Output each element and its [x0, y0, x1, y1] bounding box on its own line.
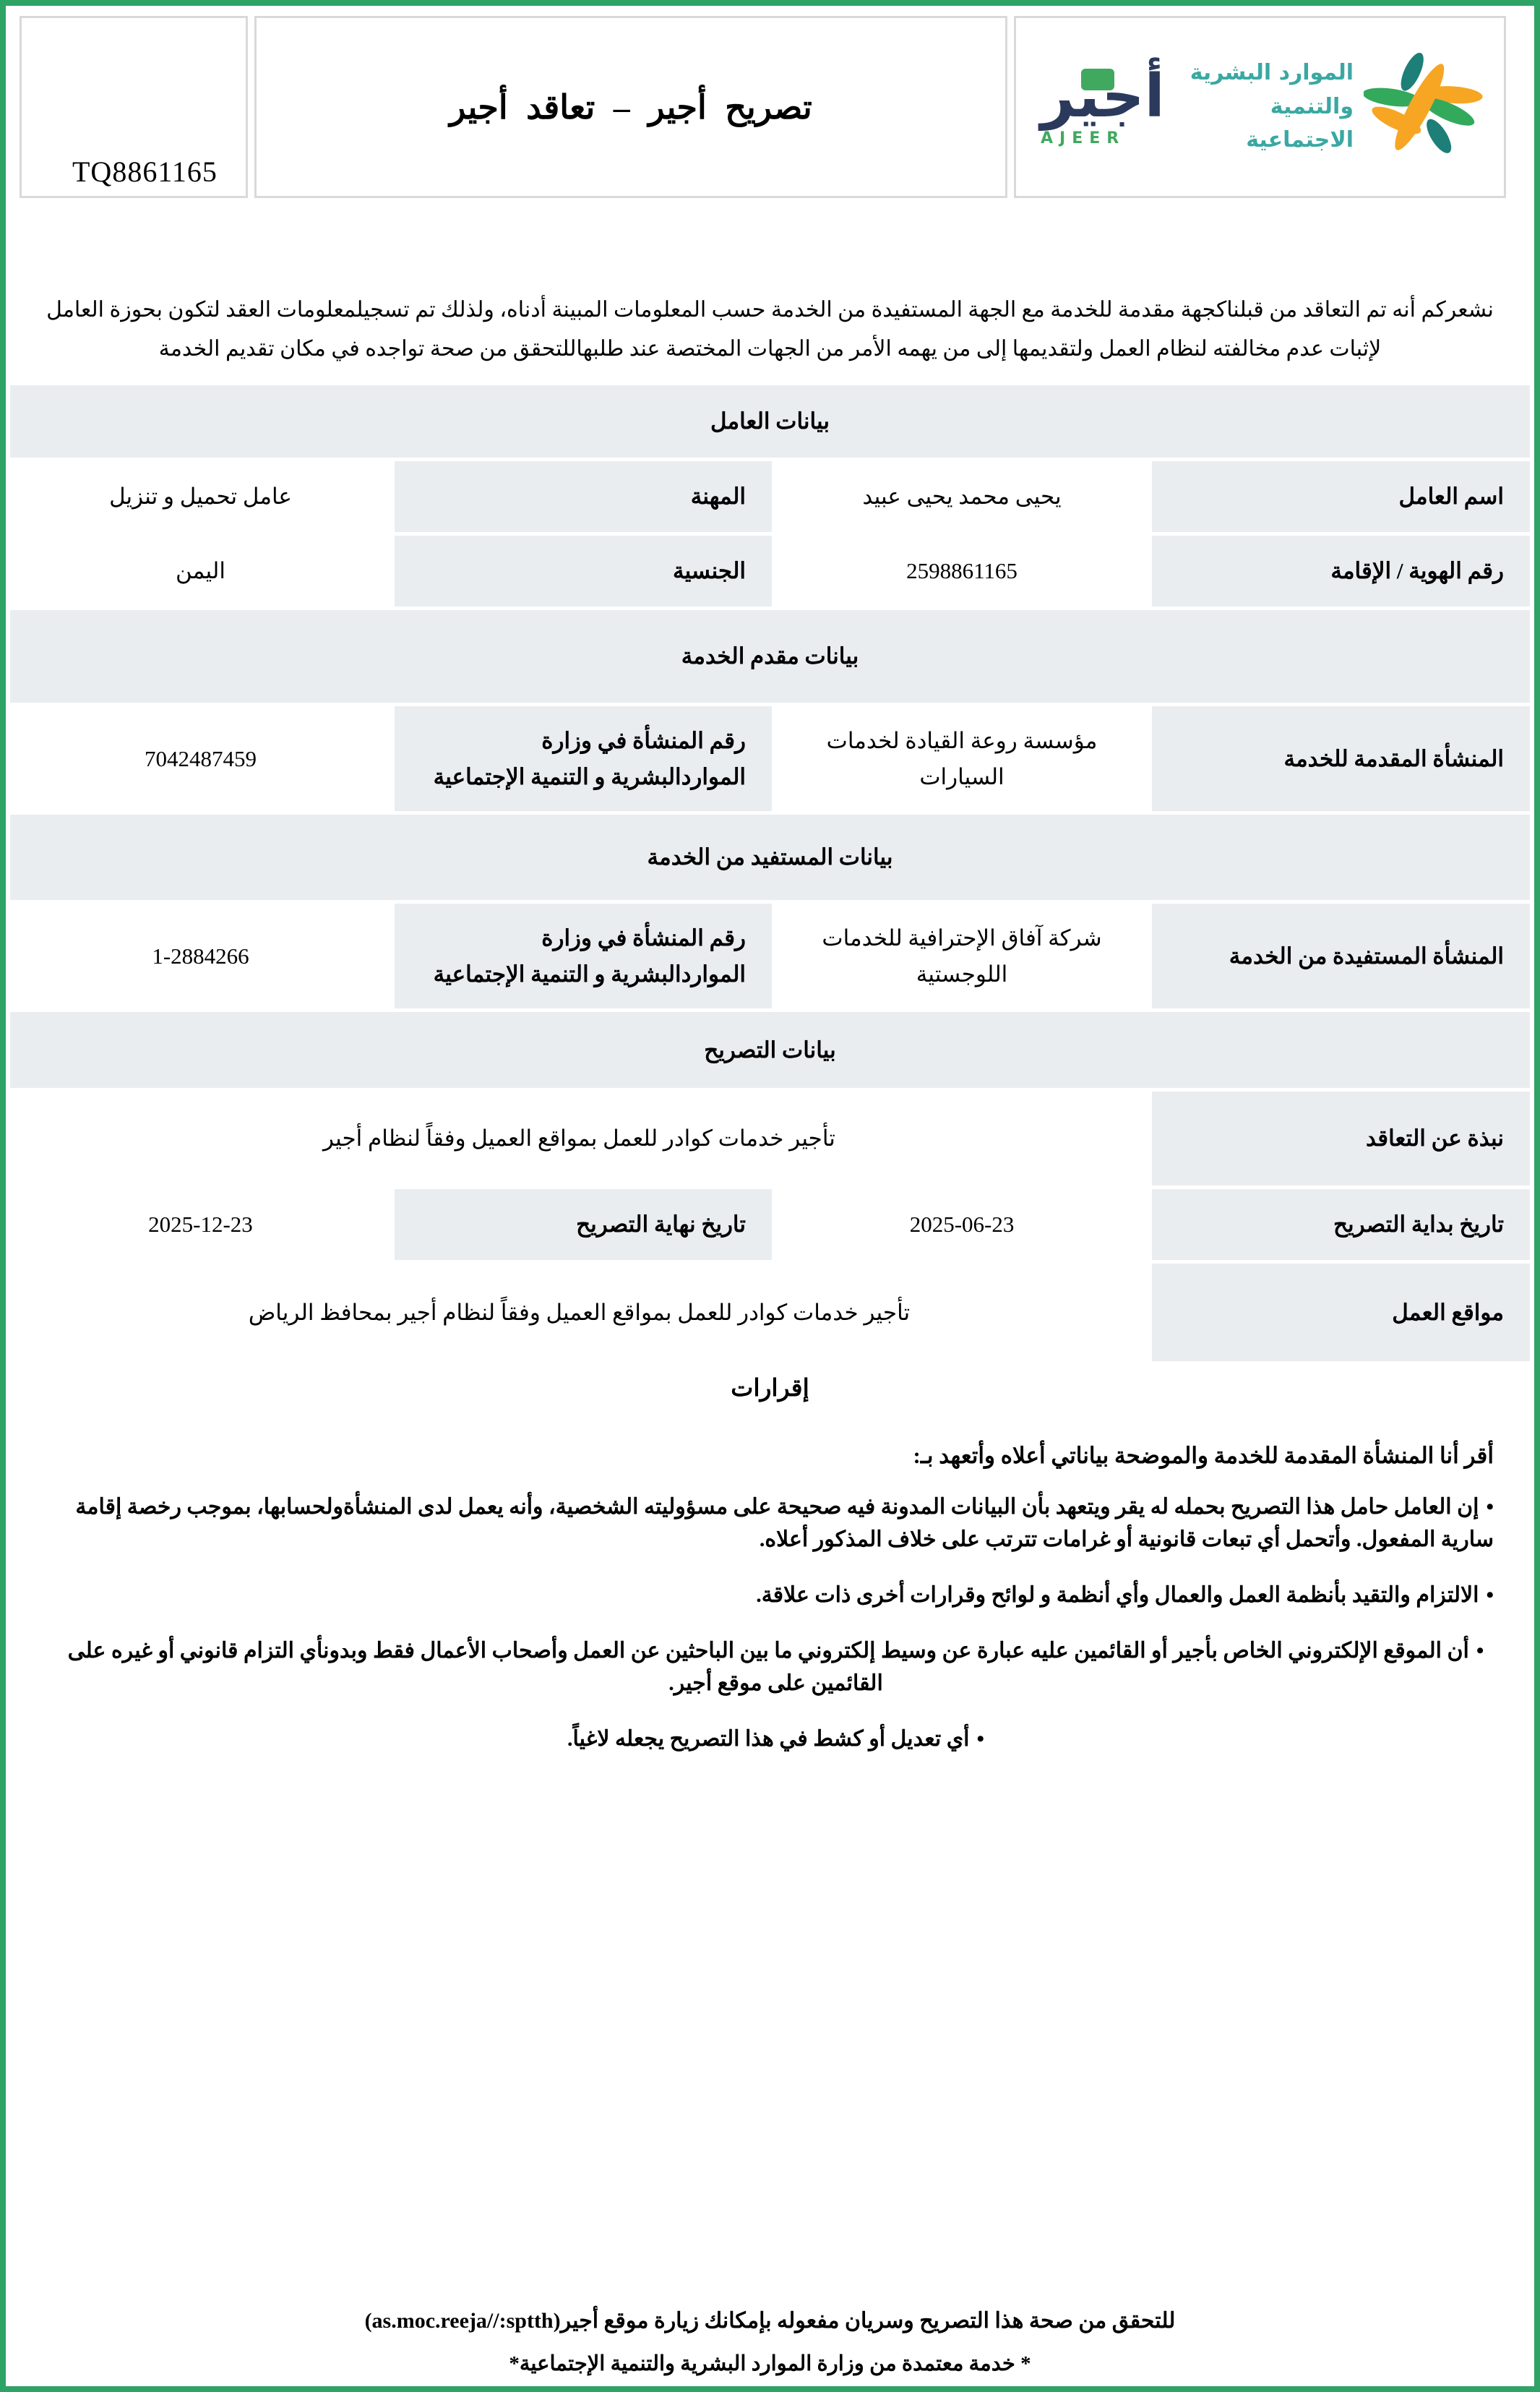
beneficiary-number: 1-2884266 [152, 943, 249, 969]
title-box [254, 16, 1007, 198]
section-header-worker: بيانات العامل [10, 385, 1530, 458]
bullet-icon: • [1476, 1639, 1484, 1663]
footer-verify-text: للتحقق من صحة هذا التصريح وسريان مفعوله بإمكانك زيارة موقع أجير [560, 2309, 1176, 2333]
declaration-text-2: الالتزام والتقيد بأنظمة العمل والعمال وأي أنظمة و لوائح وقرارات أخرى ذات علاقة. [756, 1583, 1479, 1607]
ministry-palm-emblem-icon [1364, 46, 1485, 168]
worker-id-number: 2598861165 [906, 558, 1018, 584]
declaration-text-3: أن الموقع الإلكتروني الخاص بأجير أو القائمين عليه عبارة عن وسيط إلكتروني ما بين الباحثين عن العمل وأصحاب الأعمال فقط وبدونأي التزام قانوني أو غيره على القائمين على موقع أجير. [67, 1639, 1469, 1695]
provider-number-value [10, 706, 391, 811]
section-header-permit: بيانات التصريح [10, 1012, 1530, 1088]
bullet-icon: • [1486, 1583, 1494, 1607]
permit-start-date: 2025-06-23 [909, 1212, 1015, 1238]
worker-profession-label: المهنة [395, 461, 772, 532]
declaration-text-1: إن العامل حامل هذا التصريح بحمله له يقر ويتعهد بأن البيانات المدونة فيه صحيحة على مسؤوليته الشخصية، وأنه يعمل لدى المنشأةولحسابها، بموجب رخصة إقامة سارية المفعول. وأتحمل أي تبعات قانونية أو غرامات تترتب على خلاف المذكور أعلاه. [75, 1495, 1494, 1551]
worker-nationality-label: الجنسية [395, 536, 772, 606]
intro-paragraph: نشعركم أنه تم التعاقد من قبلناكجهة مقدمة للخدمة مع الجهة المستفيدة من الخدمة حسب المعلومات المبينة أدناه، ولذلك تم تسجيلمعلومات العقد لتكون بحوزة العامل لإثبات عدم مخالفته لنظام العمل ولتقديمها إلى من يهمه الأمر من الجهات المختصة عند طلبهاللتحقق من صحة تواجده في مكان تقديم الخدمة [46, 298, 1494, 361]
blank-space [6, 1778, 1534, 2308]
permit-start-date-label: تاريخ بداية التصريح [1152, 1189, 1530, 1260]
provider-name-label: المنشأة المقدمة للخدمة [1152, 706, 1530, 811]
declarations-list [6, 1491, 1534, 1778]
beneficiary-number-label: رقم المنشأة في وزارة المواردالبشرية و التنمية الإجتماعية [395, 904, 772, 1008]
ajeer-logo-latin: AJEER [1041, 129, 1126, 147]
provider-number: 7042487459 [144, 745, 257, 771]
worker-id-value [775, 536, 1148, 606]
ajeer-logo-arabic: أجير [1041, 62, 1165, 131]
declaration-item-2 [58, 1579, 1494, 1611]
section-header-beneficiary: بيانات المستفيد من الخدمة [10, 815, 1530, 900]
contract-about-value: تأجير خدمات كوادر للعمل بمواقع العميل وفقاً لنظام أجير [10, 1092, 1148, 1186]
declaration-item-3 [58, 1634, 1494, 1699]
declaration-text-4: أي تعديل أو كشط في هذا التصريح يجعله لاغياً. [567, 1727, 970, 1751]
bullet-icon: • [976, 1727, 985, 1751]
ministry-wordmark [1165, 56, 1354, 158]
section-header-provider: بيانات مقدم الخدمة [10, 610, 1530, 703]
bullet-icon: • [1486, 1495, 1494, 1519]
provider-number-label: رقم المنشأة في وزارة المواردالبشرية و التنمية الإجتماعية [395, 706, 772, 811]
worker-name-value: يحيى محمد يحيى عبيد [775, 461, 1148, 532]
contract-about-label: نبذة عن التعاقد [1152, 1092, 1530, 1186]
worker-profession-value: عامل تحميل و تنزيل [10, 461, 391, 532]
worker-nationality-value: اليمن [10, 536, 391, 606]
footer-verify-url: (as.moc.reeja//:sptth) [364, 2309, 561, 2333]
footer [6, 2308, 1534, 2386]
provider-name-value: مؤسسة روعة القيادة لخدمات السيارات [775, 706, 1148, 811]
beneficiary-number-value [10, 904, 391, 1008]
permit-number: TQ8861165 [72, 155, 218, 188]
declarations-title: إقرارات [731, 1376, 809, 1402]
permit-data-table [7, 382, 1533, 1365]
declarations-intro: أقر أنا المنشأة المقدمة للخدمة والموضحة بياناتي أعلاه وأتعهد بـ: [913, 1443, 1494, 1468]
logos-box [1014, 16, 1506, 198]
beneficiary-name-value: شركة آفاق الإحترافية للخدمات اللوجستية [775, 904, 1148, 1008]
worker-id-label: رقم الهوية / الإقامة [1152, 536, 1530, 606]
permit-start-date-value [775, 1189, 1148, 1260]
ajeer-logo [1041, 62, 1165, 147]
ministry-wordmark-line2: والتنمية الاجتماعية [1246, 93, 1354, 153]
ministry-wordmark-line1: الموارد البشرية [1190, 60, 1354, 86]
beneficiary-name-label: المنشأة المستفيدة من الخدمة [1152, 904, 1530, 1008]
permit-end-date-label: تاريخ نهاية التصريح [395, 1189, 772, 1260]
footer-verify-line [6, 2308, 1534, 2333]
declaration-item-1 [58, 1491, 1494, 1556]
declaration-item-4 [58, 1723, 1494, 1755]
ministry-logo [1165, 46, 1485, 168]
header [20, 16, 1506, 198]
work-locations-value: تأجير خدمات كوادر للعمل بمواقع العميل وفقاً لنظام أجير بمحافظ الرياض [10, 1264, 1148, 1361]
permit-number-box [20, 16, 248, 198]
page-title: تصريح أجير – تعاقد أجير [449, 89, 812, 126]
permit-end-date: 2025-12-23 [148, 1212, 253, 1238]
footer-approved-line: * خدمة معتمدة من وزارة الموارد البشرية والتنمية الإجتماعية* [509, 2352, 1031, 2375]
work-locations-label: مواقع العمل [1152, 1264, 1530, 1361]
permit-end-date-value [10, 1189, 391, 1260]
worker-name-label: اسم العامل [1152, 461, 1530, 532]
